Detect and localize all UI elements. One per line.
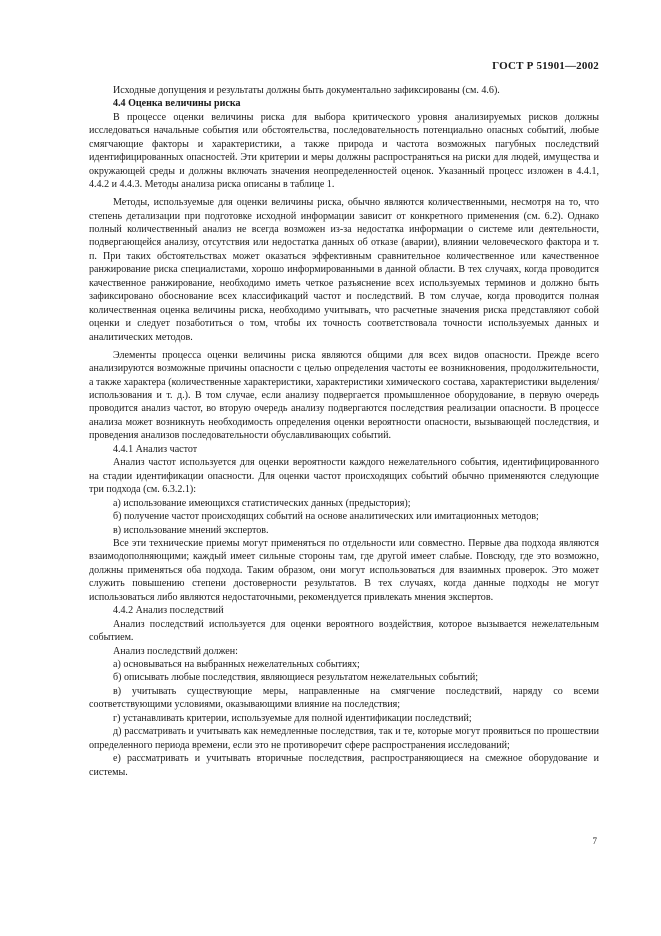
paragraph: Анализ частот используется для оценки вероятности каждого нежелательного события, идентифицированного на стадии идентификации опасности. Для оценки частот происходящих событий обычно применяются следующие три подхода (см. 6.3.2.1): [89,457,599,496]
paragraph: 4.4.1 Анализ частот [113,443,198,455]
paragraph: В процессе оценки величины риска для выбора критического уровня анализируемых рисков должны исследоваться начальные события или обстоятельства, последовательность потенциально опасных событий, любые смягчающие факторы и характеристики, а также природа и частота возможных пагубных последствий идентифицированных опасностей. Эти критерии и меры должны распространяться на риски для людей, имущества и окружающей среды и должны включать значения неопределенностей оценок. Указанный процесс изложен в 4.4.1, 4.4.2 и 4.4.3. Методы анализа риска описаны в таблице 1. [89,111,599,191]
list-item: д) рассматривать и учитывать как немедленные последствия, так и те, которые могут проявиться по прошествии определенного периода времени, если это не противоречит сфере распространения исследований; [89,726,599,751]
paragraph: Анализ последствий используется для оценки вероятного воздействия, которое вызывается нежелательным событием. [89,618,599,644]
paragraph: Исходные допущения и результаты должны быть документально зафиксированы (см. 4.6). [113,85,500,96]
page-header: ГОСТ Р 51901—2002 [492,60,599,72]
page-number: 7 [592,836,597,846]
list-item: б) получение частот происходящих событий на основе аналитических или имитационных методов; [113,511,539,523]
paragraph: Анализ последствий должен: [113,645,238,657]
document-body [89,84,599,779]
list-item: б) описывать любые последствия, являющиеся результатом нежелательных событий; [113,672,479,684]
paragraph: Элементы процесса оценки величины риска являются общими для всех видов опасности. Прежде всего анализируются возможные причины опасности с целью определения частоты ее возникновения, продолжительности, а также характера (количественные характеристики, характеристики химического состава, характеристики выделения/использования и т. д.). В том случае, если анализу подвергается промышленное оборудование, в первую очередь проводится анализ частот, во вторую очередь анализу подвергаются последствия реализации опасности. В процессе анализа может возникнуть необходимость определения оценки вероятности опасности, вызывающей последствия, и проведения анализов последовательности обуславливающих событий. [89,349,599,442]
paragraph: 4.4.2 Анализ последствий [113,605,224,617]
list-item: в) учитывать существующие меры, направленные на смягчение последствий, наряду со всеми соответствующими условиями, оказывающими влияние на последствия; [89,685,599,711]
list-item: в) использование мнений экспертов. [113,524,269,536]
list-item: а) основываться на выбранных нежелательных событиях; [113,659,360,671]
paragraph: Методы, используемые для оценки величины риска, обычно являются количественными, несмотря на то, что степень детализации при подготовке исходной информации зависит от конкретного применения (см. 6.2). Однако полный количественный анализ не всегда возможен из-за недостатка информации о системе или деятельности, подвергающейся анализу, отсутствия или недостатка данных об отказе (аварии), влиянии человеческого фактора и т. п. При таких обстоятельствах может оказаться эффективным сравнительное количественное или качественное ранжирование риска специалистами, хорошо информированными в данной области. В тех случаях, когда проводится качественное ранжирование, необходимо иметь четкое разъяснение всех используемых терминов и должно быть зафиксировано обоснование всех классификаций частот и последствий. В том случае, когда проводится полная количественная оценка величины риска, необходимо учитывать, что расчетные значения риска представляют собой оценки и следует позаботиться о том, чтобы их точность соответствовала точности используемых данных и аналитических методов. [89,197,599,343]
paragraph: Все эти технические приемы могут применяться по отдельности или совместно. Первые два подхода являются взаимодополняющими; каждый имеет сильные стороны там, где другой имеет слабые. Повсюду, где это возможно, должны применяться оба подхода. Таким образом, они могут использоваться для взаимных проверок. Это может служить повышению степени достоверности результатов. В тех случаях, когда данные подходы не могут использоваться либо являются недостаточными, рекомендуется привлекать мнения экспертов. [89,537,599,603]
list-item: а) использование имеющихся статистических данных (предыстория); [113,497,411,509]
list-item: е) рассматривать и учитывать вторичные последствия, распространяющиеся на смежное оборудование и системы. [89,753,599,778]
list-item: г) устанавливать критерии, используемые для полной идентификации последствий; [113,712,472,724]
section-heading: 4.4 Оценка величины риска [113,98,241,110]
